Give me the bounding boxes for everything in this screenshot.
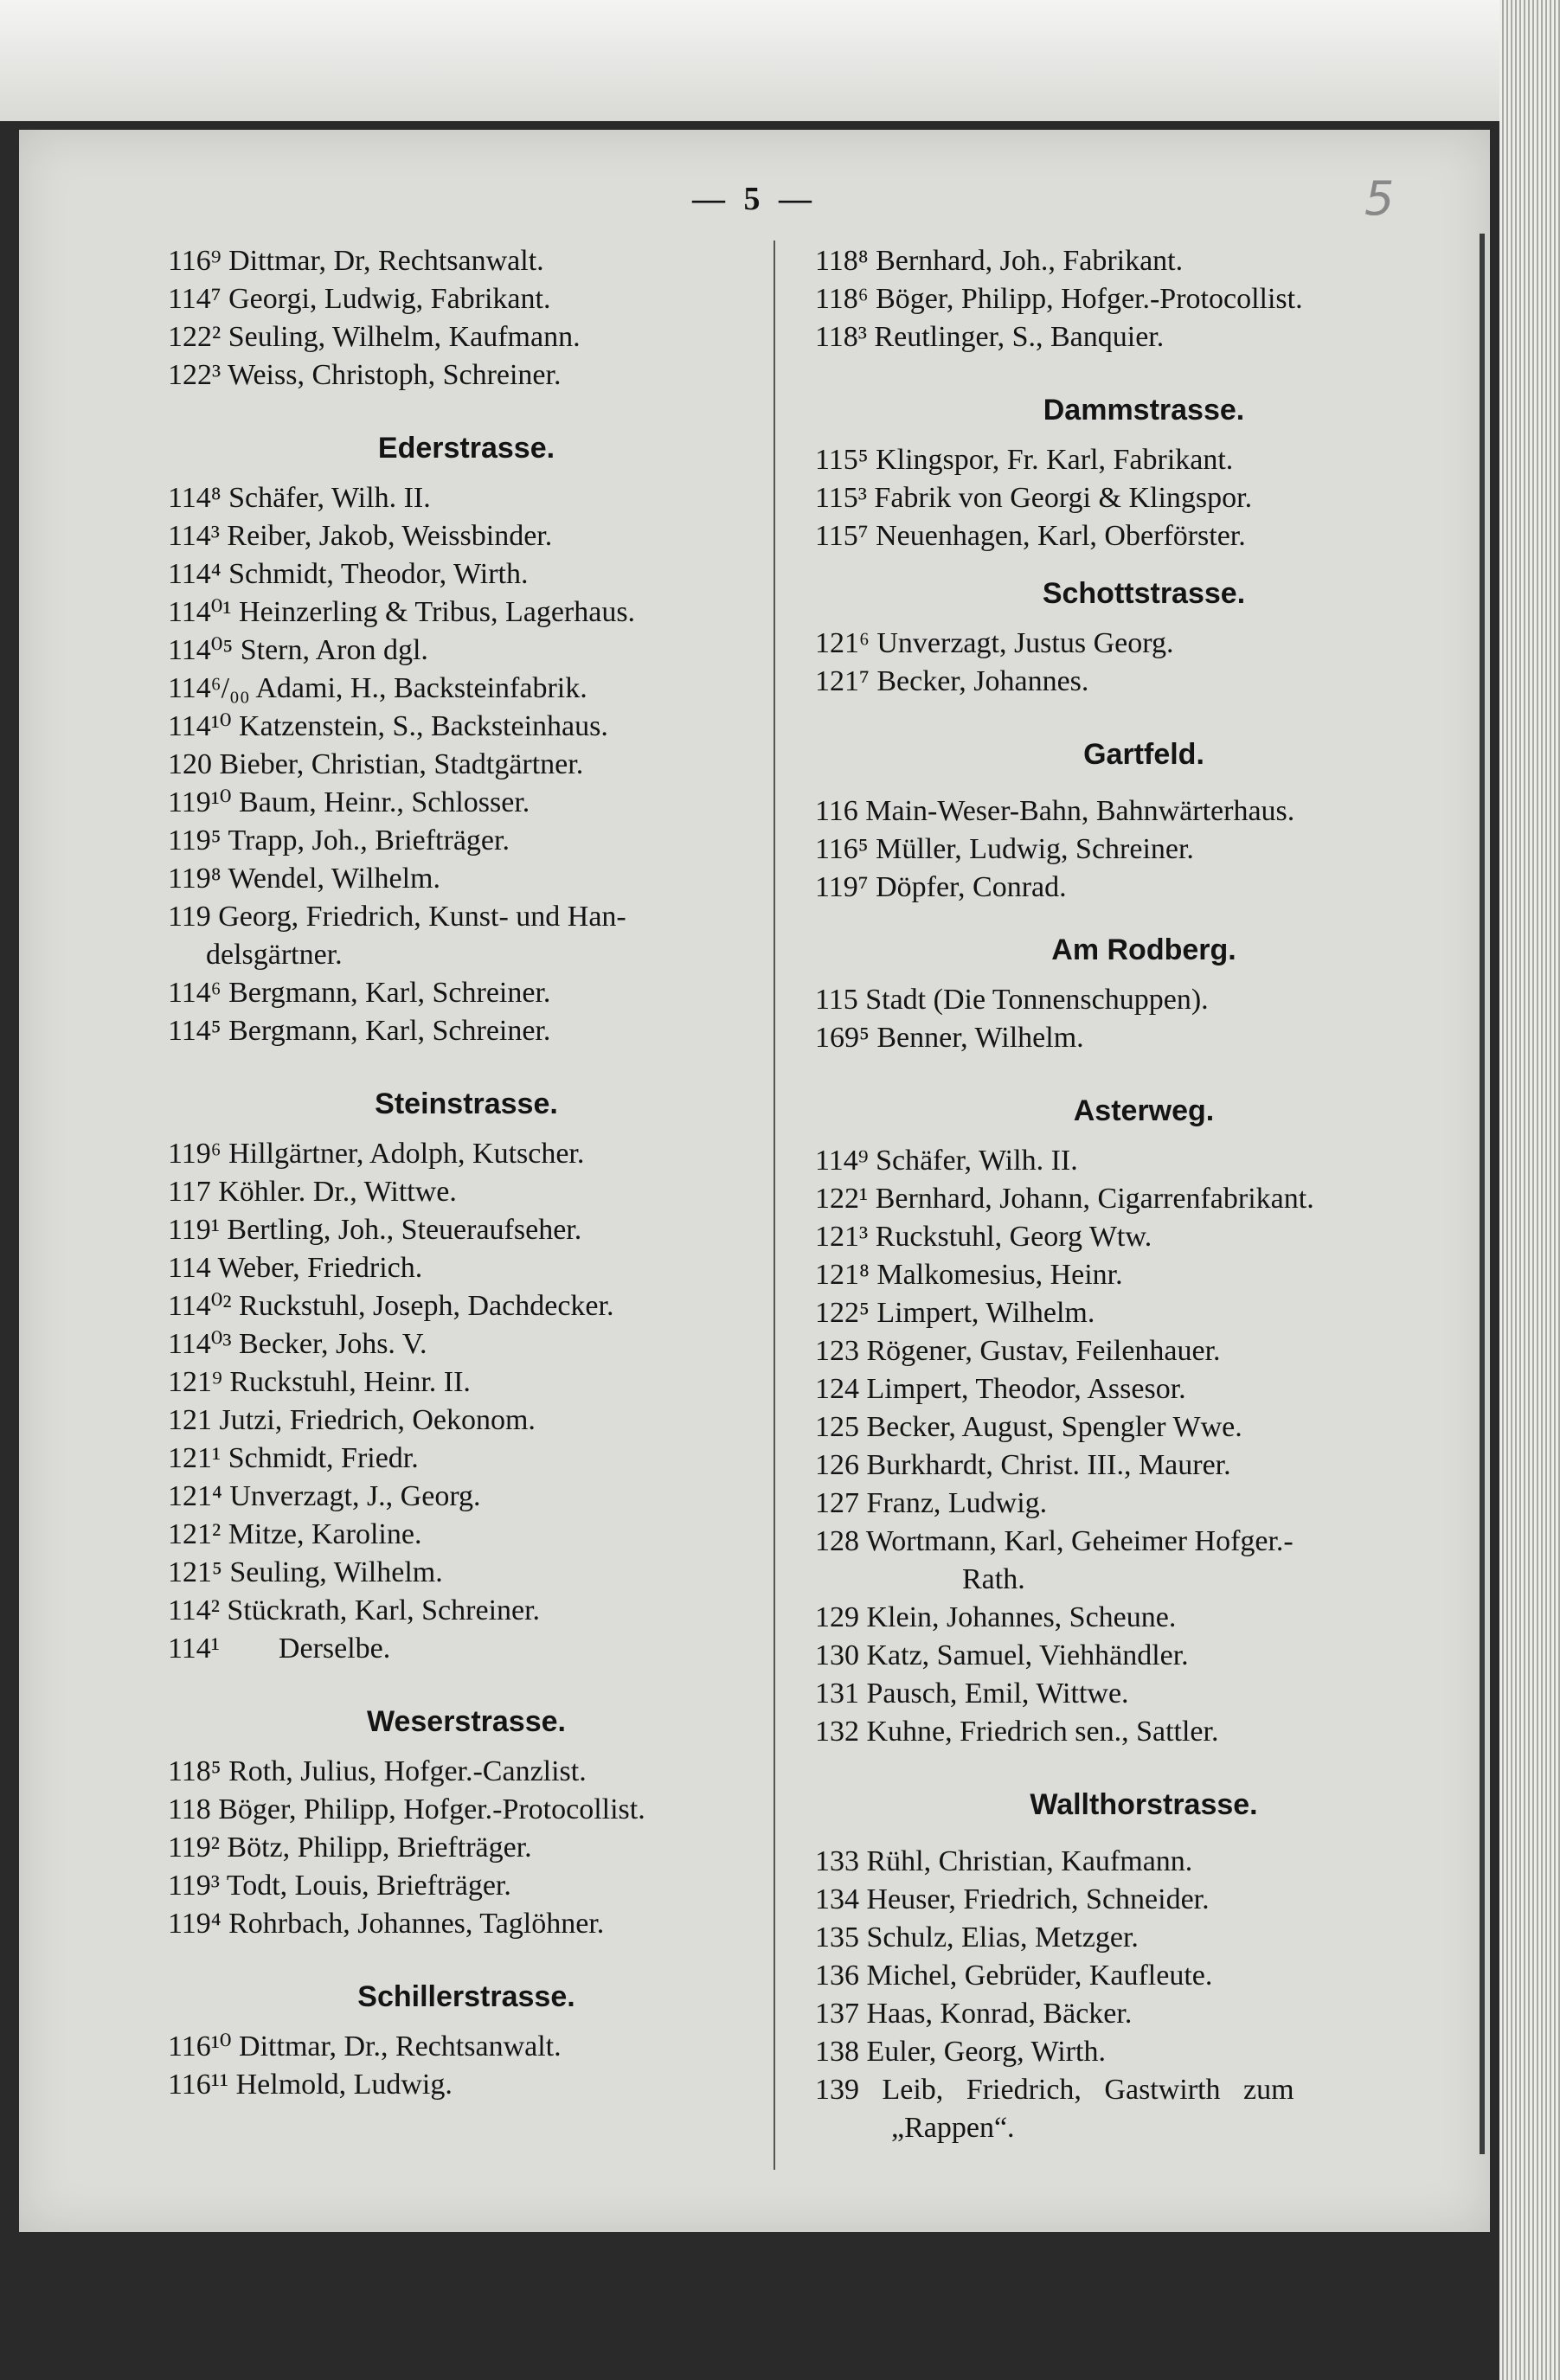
dammstrasse-entries xyxy=(815,441,1473,555)
right-column xyxy=(815,242,1473,2147)
list-item: 118⁸ Bernhard, Joh., Fabrikant. xyxy=(815,245,1184,277)
list-item: 132 Kuhne, Friedrich sen., Sattler. xyxy=(815,1716,1219,1748)
list-item: 124 Limpert, Theodor, Assesor. xyxy=(815,1373,1186,1405)
street-heading-schottstrasse: Schottstrasse. xyxy=(1042,577,1246,610)
list-item: 114¹ Derselbe. xyxy=(168,1633,391,1665)
list-item: 126 Burkhardt, Christ. III., Maurer. xyxy=(815,1449,1231,1481)
steinstrasse-entries xyxy=(168,1135,765,1668)
left-column xyxy=(168,242,765,2104)
list-item: 131 Pausch, Emil, Wittwe. xyxy=(815,1678,1129,1710)
list-item: 169⁵ Benner, Wilhelm. xyxy=(815,1022,1084,1054)
list-item: 119⁶ Hillgärtner, Adolph, Kutscher. xyxy=(168,1138,585,1170)
list-item: 114⁶ Bergmann, Karl, Schreiner. xyxy=(168,977,551,1009)
street-heading-weserstrasse: Weserstrasse. xyxy=(367,1705,566,1738)
list-item: 133 Rühl, Christian, Kaufmann. xyxy=(815,1845,1193,1877)
list-item: 129 Klein, Johannes, Scheune. xyxy=(815,1601,1177,1633)
page-stack-edge xyxy=(1499,0,1560,2380)
list-item: 114⁸ Schäfer, Wilh. II. xyxy=(168,482,431,514)
street-heading-dammstrasse: Dammstrasse. xyxy=(1043,394,1245,427)
list-item: 119⁴ Rohrbach, Johannes, Taglöhner. xyxy=(168,1908,605,1940)
list-item: 121³ Ruckstuhl, Georg Wtw. xyxy=(815,1221,1152,1253)
street-heading-asterweg: Asterweg. xyxy=(1073,1094,1215,1127)
list-item: 122⁵ Limpert, Wilhelm. xyxy=(815,1297,1095,1329)
schillerstrasse-entries xyxy=(168,2028,765,2104)
list-item: 121⁸ Malkomesius, Heinr. xyxy=(815,1259,1123,1291)
list-item: 116⁹ Dittmar, Dr, Rechtsanwalt. xyxy=(168,245,544,277)
list-item: 114⁷ Georgi, Ludwig, Fabrikant. xyxy=(168,283,551,315)
list-item: 115⁵ Klingspor, Fr. Karl, Fabrikant. xyxy=(815,444,1234,476)
list-item: 114³ Reiber, Jakob, Weissbinder. xyxy=(168,520,553,552)
pencil-page-mark: 5 xyxy=(1364,171,1395,226)
list-item: 128 Wortmann, Karl, Geheimer Hofger.- xyxy=(815,1525,1294,1557)
ederstrasse-entries xyxy=(168,479,765,1050)
street-heading-am-rodberg: Am Rodberg. xyxy=(1051,933,1236,966)
am-rodberg-entries xyxy=(815,981,1473,1057)
list-item-continuation: „Rappen“. xyxy=(891,2112,1015,2144)
list-item: 116¹⁰ Dittmar, Dr., Rechtsanwalt. xyxy=(168,2030,562,2062)
list-item: 116⁵ Müller, Ludwig, Schreiner. xyxy=(815,833,1194,865)
right-top-entries xyxy=(815,242,1473,356)
list-item: 138 Euler, Georg, Wirth. xyxy=(815,2036,1106,2068)
list-item: 119¹⁰ Baum, Heinr., Schlosser. xyxy=(168,786,530,818)
list-item: 130 Katz, Samuel, Viehhändler. xyxy=(815,1639,1189,1671)
street-heading-steinstrasse: Steinstrasse. xyxy=(375,1087,558,1120)
list-item: 119 Georg, Friedrich, Kunst- und Han- xyxy=(168,901,626,933)
list-item: 114⁹ Schäfer, Wilh. II. xyxy=(815,1145,1078,1177)
list-item: 123 Rögener, Gustav, Feilenhauer. xyxy=(815,1335,1221,1367)
list-item: 114² Stückrath, Karl, Schreiner. xyxy=(168,1594,541,1626)
list-item: 115 Stadt (Die Tonnenschuppen). xyxy=(815,984,1209,1016)
street-heading-gartfeld: Gartfeld. xyxy=(1083,738,1204,771)
list-item: 118⁶ Böger, Philipp, Hofger.-Protocollist. xyxy=(815,283,1303,315)
list-item: 134 Heuser, Friedrich, Schneider. xyxy=(815,1883,1210,1915)
list-item: 122² Seuling, Wilhelm, Kaufmann. xyxy=(168,321,581,353)
left-top-entries xyxy=(168,242,765,395)
list-item: 119⁷ Döpfer, Conrad. xyxy=(815,871,1067,903)
list-item: 135 Schulz, Elias, Metzger. xyxy=(815,1921,1139,1953)
list-item: 114⁰³ Becker, Johs. V. xyxy=(168,1328,427,1360)
list-item: 114⁴ Schmidt, Theodor, Wirth. xyxy=(168,558,529,590)
list-item: 137 Haas, Konrad, Bäcker. xyxy=(815,1998,1133,2030)
list-item: 121 Jutzi, Friedrich, Oekonom. xyxy=(168,1404,536,1436)
list-item-continuation: Rath. xyxy=(962,1563,1025,1595)
list-item: 119⁸ Wendel, Wilhelm. xyxy=(168,863,440,895)
list-item: 119⁵ Trapp, Joh., Briefträger. xyxy=(168,824,510,856)
list-item: 119² Bötz, Philipp, Briefträger. xyxy=(168,1832,532,1864)
list-item: 116 Main-Weser-Bahn, Bahnwärterhaus. xyxy=(815,795,1295,827)
list-item: 115³ Fabrik von Georgi & Klingspor. xyxy=(815,482,1253,514)
list-item: 121¹ Schmidt, Friedr. xyxy=(168,1442,419,1474)
list-item: 114⁵ Bergmann, Karl, Schreiner. xyxy=(168,1015,551,1047)
list-item: 136 Michel, Gebrüder, Kaufleute. xyxy=(815,1960,1213,1992)
list-item: 114⁰⁵ Stern, Aron dgl. xyxy=(168,634,428,666)
list-item: 122³ Weiss, Christoph, Schreiner. xyxy=(168,359,562,391)
list-item: 125 Becker, August, Spengler Wwe. xyxy=(815,1411,1242,1443)
list-item: 114⁰¹ Heinzerling & Tribus, Lagerhaus. xyxy=(168,596,636,628)
list-item: 116¹¹ Helmold, Ludwig. xyxy=(168,2069,453,2101)
asterweg-entries xyxy=(815,1142,1473,1751)
list-item: 115⁷ Neuenhagen, Karl, Oberförster. xyxy=(815,520,1246,552)
list-item: 121⁹ Ruckstuhl, Heinr. II. xyxy=(168,1366,471,1398)
list-item: 114⁶/₀₀ Adami, H., Backsteinfabrik. xyxy=(168,672,587,704)
list-item: 121⁵ Seuling, Wilhelm. xyxy=(168,1556,443,1588)
list-item: 120 Bieber, Christian, Stadtgärtner. xyxy=(168,748,584,780)
list-item: 119¹ Bertling, Joh., Steueraufseher. xyxy=(168,1214,582,1246)
directory-page xyxy=(19,130,1490,2232)
list-item: 118 Böger, Philipp, Hofger.-Protocollist. xyxy=(168,1793,645,1825)
list-item: 122¹ Bernhard, Johann, Cigarrenfabrikant. xyxy=(815,1183,1314,1215)
street-heading-schillerstrasse: Schillerstrasse. xyxy=(357,1980,575,2013)
list-item: 117 Köhler. Dr., Wittwe. xyxy=(168,1176,457,1208)
list-item: 121² Mitze, Karoline. xyxy=(168,1518,422,1550)
list-item: 121⁷ Becker, Johannes. xyxy=(815,665,1089,697)
gartfeld-entries xyxy=(815,792,1473,907)
list-item: 114⁰² Ruckstuhl, Joseph, Dachdecker. xyxy=(168,1290,614,1322)
weserstrasse-entries xyxy=(168,1753,765,1943)
page-right-rule xyxy=(1480,234,1485,2154)
wallthorstrasse-entries xyxy=(815,1843,1473,2147)
list-item: 127 Franz, Ludwig. xyxy=(815,1487,1048,1519)
street-heading-wallthorstrasse: Wallthorstrasse. xyxy=(1030,1788,1258,1821)
list-item: 121⁴ Unverzagt, J., Georg. xyxy=(168,1480,481,1512)
list-item: 118⁵ Roth, Julius, Hofger.-Canzlist. xyxy=(168,1755,587,1787)
list-item: 114¹⁰ Katzenstein, S., Backsteinhaus. xyxy=(168,710,608,742)
street-heading-ederstrasse: Ederstrasse. xyxy=(377,432,555,465)
book-top-edge xyxy=(0,0,1560,121)
column-divider xyxy=(774,241,775,2170)
schottstrasse-entries xyxy=(815,625,1473,701)
list-item: 121⁶ Unverzagt, Justus Georg. xyxy=(815,627,1174,659)
list-item: 114 Weber, Friedrich. xyxy=(168,1252,423,1284)
list-item-continuation: delsgärtner. xyxy=(206,939,343,971)
page-number: — 5 — xyxy=(692,181,817,217)
list-item: 139 Leib, Friedrich, Gastwirth zum xyxy=(815,2074,1294,2106)
list-item: 119³ Todt, Louis, Briefträger. xyxy=(168,1870,511,1902)
list-item: 118³ Reutlinger, S., Banquier. xyxy=(815,321,1165,353)
